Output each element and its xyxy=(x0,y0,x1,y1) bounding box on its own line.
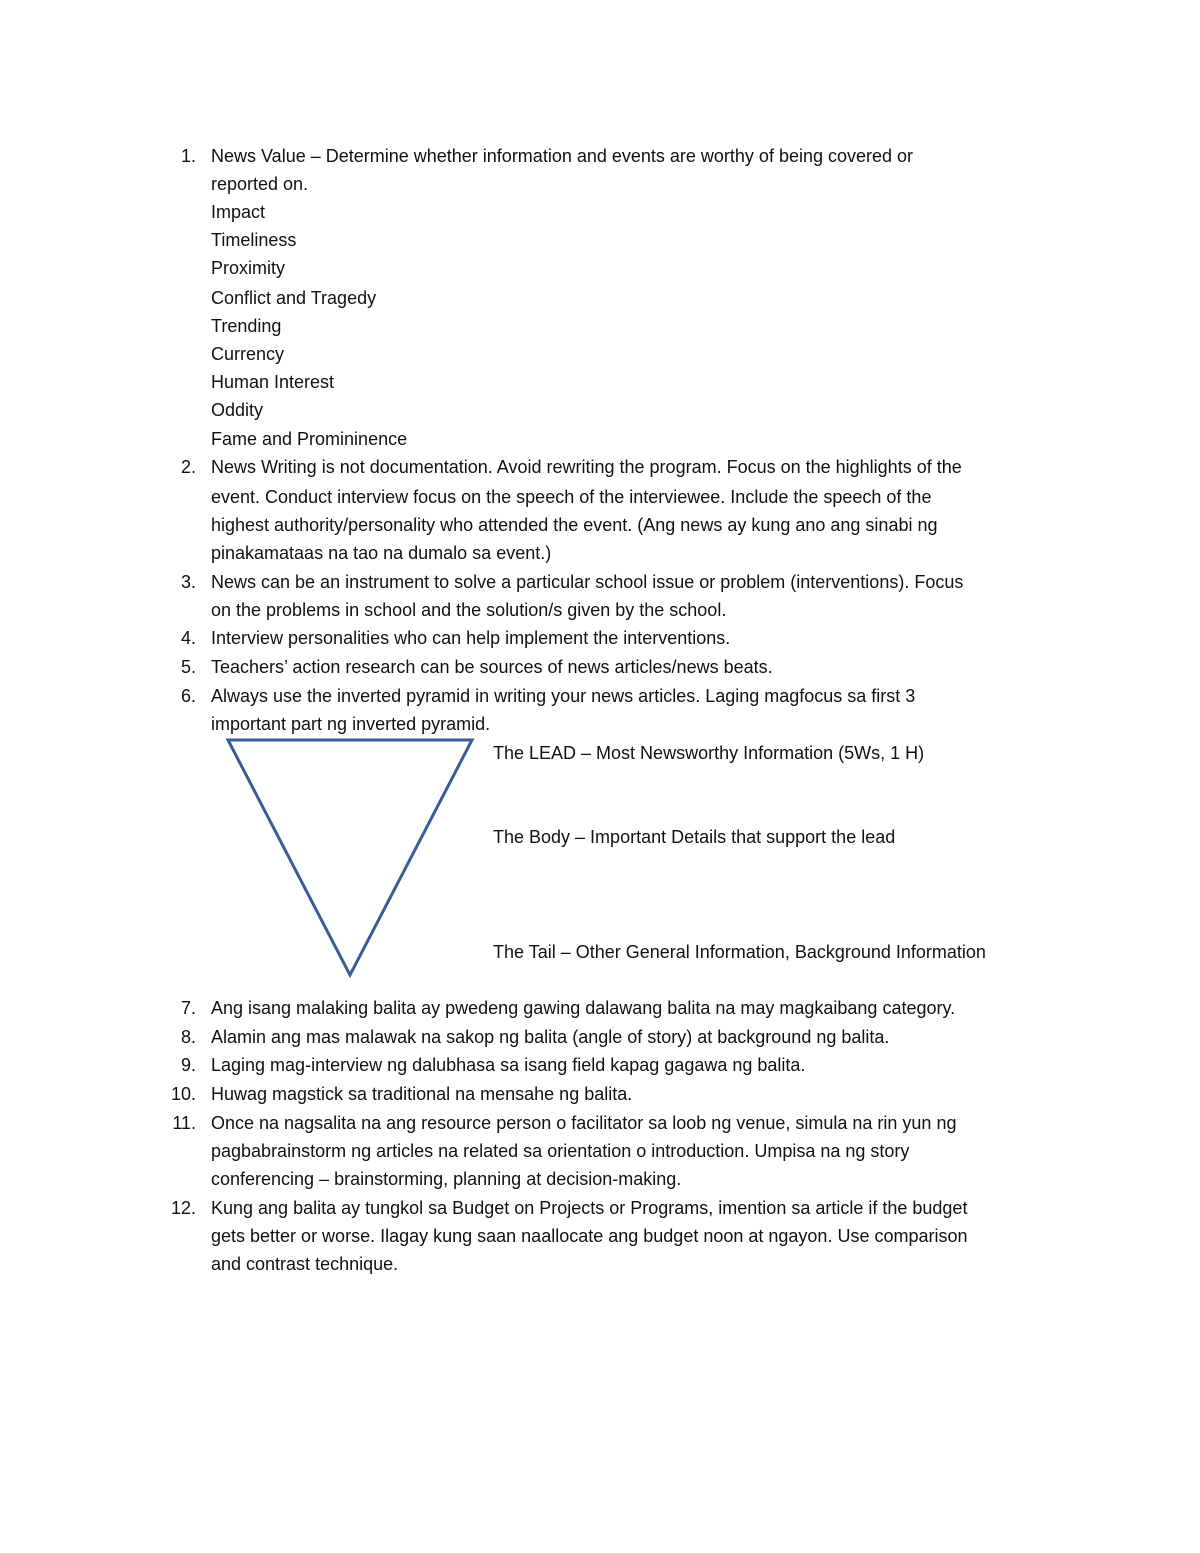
news-value-currency: Currency xyxy=(211,344,285,364)
pyramid-tail-label: The Tail – Other General Information, Background Information xyxy=(493,942,986,962)
list-item-text: News Value – Determine whether information and events are worthy of being covered or xyxy=(211,146,914,166)
list-item-text: pinakamataas na tao na dumalo sa event.) xyxy=(211,543,552,563)
list-item-number: 5. xyxy=(180,657,196,677)
list-item-text: Alamin ang mas malawak na sakop ng balita (angle of story) at background ng balita. xyxy=(211,1027,890,1047)
inverted-pyramid-diagram xyxy=(220,732,480,982)
list-item-text: gets better or worse. Ilagay kung saan naallocate ang budget noon at ngayon. Use comparison xyxy=(211,1226,968,1246)
list-item-number: 6. xyxy=(180,686,196,706)
news-value-proximity: Proximity xyxy=(211,258,286,278)
list-item-text: Kung ang balita ay tungkol sa Budget on Projects or Programs, imention sa article if the budget xyxy=(211,1198,968,1218)
list-item-text: and contrast technique. xyxy=(211,1254,399,1274)
list-item-number: 1. xyxy=(180,146,196,166)
news-value-oddity: Oddity xyxy=(211,400,264,420)
news-value-fame: Fame and Promininence xyxy=(211,429,408,449)
news-value-conflict: Conflict and Tragedy xyxy=(211,288,377,308)
list-item-text: Interview personalities who can help implement the interventions. xyxy=(211,628,731,648)
list-item-number: 8. xyxy=(180,1027,196,1047)
list-item-text: News Writing is not documentation. Avoid rewriting the program. Focus on the highlights of the xyxy=(211,457,962,477)
news-value-impact: Impact xyxy=(211,202,266,222)
news-value-trending: Trending xyxy=(211,316,282,336)
list-item-number: 3. xyxy=(180,572,196,592)
list-item-text: reported on. xyxy=(211,174,309,194)
list-item-text: on the problems in school and the solution/s given by the school. xyxy=(211,600,727,620)
list-item-text: conferencing – brainstorming, planning at decision-making. xyxy=(211,1169,682,1189)
list-item-number: 7. xyxy=(180,998,196,1018)
list-item-text: event. Conduct interview focus on the speech of the interviewee. Include the speech of the xyxy=(211,487,932,507)
list-item-text: pagbabrainstorm ng articles na related sa orientation o introduction. Umpisa na ng story xyxy=(211,1141,910,1161)
list-item-number: 4. xyxy=(180,628,196,648)
list-item-number: 10. xyxy=(170,1084,196,1104)
list-item-text: Ang isang malaking balita ay pwedeng gawing dalawang balita na may magkaibang category. xyxy=(211,998,956,1018)
list-item-text: Huwag magstick sa traditional na mensahe ng balita. xyxy=(211,1084,633,1104)
news-value-timeliness: Timeliness xyxy=(211,230,297,250)
list-item-number: 12. xyxy=(170,1198,196,1218)
list-item-text: Teachers’ action research can be sources of news articles/news beats. xyxy=(211,657,773,677)
list-item-text: highest authority/personality who attended the event. (Ang news ay kung ano ang sinabi ng xyxy=(211,515,938,535)
pyramid-body-label: The Body – Important Details that support the lead xyxy=(493,827,896,847)
list-item-text: important part ng inverted pyramid. xyxy=(211,714,491,734)
list-item-text: Always use the inverted pyramid in writing your news articles. Laging magfocus sa first 3 xyxy=(211,686,916,706)
list-item-text: News can be an instrument to solve a particular school issue or problem (interventions). Focus xyxy=(211,572,964,592)
news-value-human-interest: Human Interest xyxy=(211,372,335,392)
list-item-number: 11. xyxy=(172,1113,196,1133)
list-item-text: Laging mag-interview ng dalubhasa sa isang field kapag gagawa ng balita. xyxy=(211,1055,806,1075)
pyramid-lead-label: The LEAD – Most Newsworthy Information (5Ws, 1 H) xyxy=(493,743,925,763)
list-item-number: 9. xyxy=(180,1055,196,1075)
list-item-number: 2. xyxy=(180,457,196,477)
inverted-pyramid-triangle xyxy=(228,740,472,975)
list-item-text: Once na nagsalita na ang resource person o facilitator sa loob ng venue, simula na rin yun ng xyxy=(211,1113,957,1133)
